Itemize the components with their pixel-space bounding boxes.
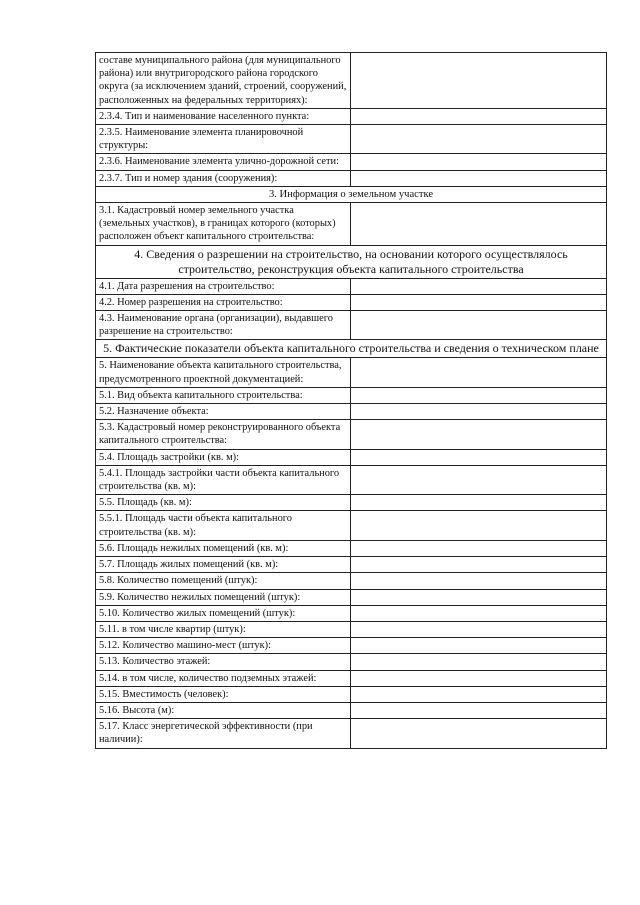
field-label [96,686,351,702]
field-value-cell[interactable] [351,170,607,186]
field-label [96,511,351,540]
field-label [96,670,351,686]
field-label [96,654,351,670]
form-row [96,311,607,340]
field-label [96,311,351,340]
field-value-cell[interactable] [351,702,607,718]
field-value-cell[interactable] [351,420,607,449]
field-label [96,108,351,124]
field-label-text: 5.13. Количество этажей: [99,656,211,668]
field-label-text: 5. Наименование объекта капитального строительства, предусмотренного проектной документацией: [99,360,342,385]
form-row [96,125,607,154]
field-value-cell[interactable] [351,154,607,170]
field-value-cell[interactable] [351,605,607,621]
field-label-text: 5.16. Высота (м): [99,704,175,716]
field-value-cell[interactable] [351,278,607,294]
field-label [96,540,351,556]
form-row [96,53,607,109]
field-label-text: 2.3.4. Тип и наименование населенного пункта: [99,110,310,122]
field-label [96,170,351,186]
field-label [96,53,351,109]
form-row [96,511,607,540]
field-label-text: 5.4. Площадь застройки (кв. м): [99,451,239,463]
form-row [96,170,607,186]
form-row [96,387,607,403]
field-label [96,702,351,718]
field-value-cell[interactable] [351,495,607,511]
field-label [96,278,351,294]
field-value-cell[interactable] [351,203,607,246]
form-row [96,589,607,605]
form-row [96,638,607,654]
section-header-text: 4. Сведения о разрешении на строительство, на основании которого осуществлялось строительство, реконструкция объекта капитального строительства [134,246,568,276]
form-row [96,108,607,124]
field-label [96,420,351,449]
field-label [96,605,351,621]
form-row [96,154,607,170]
field-label-text: 5.14. в том числе, количество подземных этажей: [99,672,317,684]
form-body [96,53,607,749]
field-label-text: 4.1. Дата разрешения на строительство: [99,280,275,292]
form-row [96,573,607,589]
field-label [96,404,351,420]
field-label [96,465,351,494]
field-label-text: 5.11. в том числе квартир (штук): [99,623,246,635]
field-label [96,125,351,154]
field-label [96,449,351,465]
form-row [96,449,607,465]
field-label-text: 5.7. Площадь жилых помещений (кв. м): [99,559,279,571]
field-label-text: 4.3. Наименование органа (организации), выдавшего разрешение на строительство: [99,313,333,338]
field-value-cell[interactable] [351,311,607,340]
field-label-text: 5.3. Кадастровый номер реконструированного объекта капитального строительства: [99,422,341,447]
field-value-cell[interactable] [351,125,607,154]
field-value-cell[interactable] [351,621,607,637]
field-label [96,387,351,403]
field-value-cell[interactable] [351,387,607,403]
field-label-text: 5.5. Площадь (кв. м): [99,497,192,509]
form-row [96,670,607,686]
field-label [96,557,351,573]
field-label [96,638,351,654]
section-header-row [96,186,607,202]
field-label [96,203,351,246]
section-header [96,186,607,202]
form-row [96,621,607,637]
field-label-text: 2.3.6. Наименование элемента улично-дорожной сети: [99,156,339,168]
field-label-text: 2.3.5. Наименование элемента планировочной структуры: [99,127,304,152]
field-label-text: составе муниципального района (для муниципального района) или внутригородского района городского округа (за исключением зданий, строений, сооружений, расположенных на федеральных территориях): [99,55,347,106]
field-label-text: 4.2. Номер разрешения на строительство: [99,296,283,308]
form-row [96,654,607,670]
form-row [96,686,607,702]
form-row [96,278,607,294]
field-label [96,719,351,748]
field-value-cell[interactable] [351,404,607,420]
form-row [96,420,607,449]
field-value-cell[interactable] [351,654,607,670]
field-label-text: 5.4.1. Площадь застройки части объекта капитального строительства (кв. м): [99,467,340,493]
field-label [96,495,351,511]
field-value-cell[interactable] [351,573,607,589]
field-label-text: 2.3.7. Тип и номер здания (сооружения): [99,172,278,184]
form-row [96,495,607,511]
form-row [96,557,607,573]
field-label-text: 5.2. Назначение объекта: [99,406,209,418]
field-label [96,573,351,589]
field-value-cell[interactable] [351,511,607,540]
form-row [96,294,607,310]
section-header-row [96,340,607,358]
form-row [96,358,607,387]
field-value-cell[interactable] [351,638,607,654]
field-value-cell[interactable] [351,686,607,702]
section-header-row [96,245,607,278]
field-value-cell[interactable] [351,294,607,310]
section-header-text: 5. Фактические показатели объекта капитального строительства и сведения о техническом плане [103,341,599,356]
field-value-cell[interactable] [351,540,607,556]
form-row [96,719,607,748]
field-value-cell[interactable] [351,719,607,748]
field-value-cell[interactable] [351,465,607,494]
field-label-text: 3.1. Кадастровый номер земельного участка (земельных участков), в границах которого (которых) расположен объект капитального строительства: [99,205,336,243]
section-header [96,340,607,358]
field-label-text: 5.17. Класс энергетической эффективности (при наличии): [99,721,313,746]
field-label-text: 5.5.1. Площадь части объекта капитального строительства (кв. м): [99,513,292,538]
field-label-text: 5.9. Количество нежилых помещений (штук): [99,591,301,603]
field-value-cell[interactable] [351,53,607,109]
field-value-cell[interactable] [351,589,607,605]
field-label [96,621,351,637]
form-row [96,540,607,556]
field-value-cell[interactable] [351,449,607,465]
section-header-text: 3. Информация о земельном участке [268,188,434,200]
form-row [96,702,607,718]
field-label-text: 5.8. Количество помещений (штук): [99,575,258,587]
section-header [96,245,607,278]
field-label [96,358,351,387]
field-label-text: 5.6. Площадь нежилых помещений (кв. м): [99,542,289,554]
field-label [96,294,351,310]
field-value-cell[interactable] [351,358,607,387]
field-label-text: 5.10. Количество жилых помещений (штук): [99,607,296,619]
field-label [96,154,351,170]
field-label-text: 5.1. Вид объекта капитального строительства: [99,389,303,401]
field-value-cell[interactable] [351,108,607,124]
field-label-text: 5.12. Количество машино-мест (штук): [99,640,272,652]
form-table [95,52,607,749]
form-row [96,404,607,420]
field-label-text: 5.15. Вместимость (человек): [99,688,229,700]
form-row [96,465,607,494]
field-value-cell[interactable] [351,670,607,686]
field-label [96,589,351,605]
field-value-cell[interactable] [351,557,607,573]
form-row [96,203,607,246]
form-row [96,605,607,621]
